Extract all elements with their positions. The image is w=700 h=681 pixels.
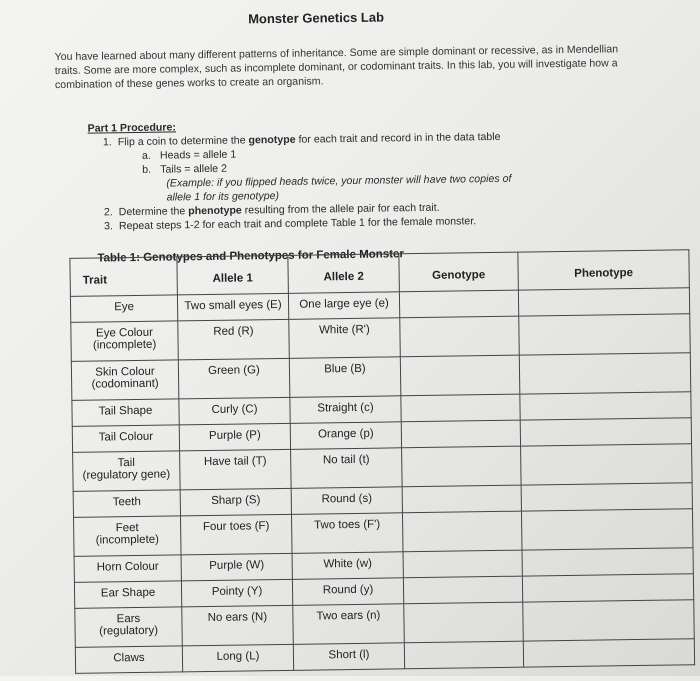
step-text: Flip a coin to determine the genotype for each trait and record in in the data table — [117, 130, 501, 149]
allele-2-cell: White (w) — [292, 552, 403, 580]
procedure-example: (Example: if you flipped heads twice, your monster will have two copies of allele 1 for its genotype) — [166, 172, 512, 204]
phenotype-cell[interactable] — [520, 392, 691, 420]
header-genotype: Genotype — [399, 252, 519, 292]
trait-name: Horn Colour — [96, 560, 159, 574]
genotype-cell[interactable] — [401, 394, 520, 422]
table-caption: Table 1: Genotypes and Phenotypes for Female Monster — [97, 248, 404, 265]
trait-cell — [70, 295, 177, 322]
phenotype-cell[interactable] — [519, 314, 691, 355]
allele-1-cell: Two small eyes (E) — [177, 293, 288, 321]
trait-inheritance-type: (incomplete) — [92, 338, 157, 352]
allele-1-cell: No ears (N) — [182, 605, 294, 646]
header-allele-2: Allele 2 — [288, 254, 400, 294]
trait-name: Eye Colour — [95, 326, 153, 340]
allele-2-cell: Round (y) — [292, 578, 403, 606]
allele-2-cell: Blue (B) — [289, 357, 401, 398]
genotype-cell[interactable] — [402, 485, 521, 513]
keyword-phenotype: phenotype — [188, 204, 242, 218]
allele-1-cell: Purple (W) — [181, 553, 292, 581]
genotype-cell[interactable] — [400, 355, 520, 396]
trait-name: Claws — [113, 651, 145, 665]
allele-1-cell: Four toes (F) — [180, 514, 292, 555]
step-number: 1. — [102, 136, 112, 149]
trait-name: Tail — [117, 457, 135, 470]
trait-cell — [75, 646, 182, 673]
trait-inheritance-type: (regulatory gene) — [82, 468, 171, 482]
header-allele-1: Allele 1 — [177, 255, 289, 295]
genotype-cell[interactable] — [402, 446, 522, 487]
procedure-step-3: 3. Repeat steps 1-2 for each trait and complete Table 1 for the female monster. — [104, 215, 477, 233]
allele-2-cell: Straight (c) — [290, 396, 401, 424]
trait-cell — [72, 399, 179, 426]
trait-name: Ear Shape — [100, 586, 156, 600]
trait-cell — [74, 581, 181, 608]
keyword-genotype: genotype — [248, 133, 296, 147]
trait-name: Skin Colour — [95, 365, 155, 379]
trait-name: Ears — [116, 612, 141, 626]
allele-2-cell: Orange (p) — [290, 422, 401, 450]
page-title: Monster Genetics Lab — [248, 9, 385, 27]
phenotype-cell[interactable] — [521, 509, 693, 550]
allele-1-cell: Curly (C) — [179, 397, 290, 425]
genotype-phenotype-table — [69, 249, 695, 674]
trait-name: Tail Shape — [98, 404, 153, 418]
phenotype-cell[interactable] — [523, 639, 694, 667]
trait-name: Eye — [114, 301, 135, 314]
allele-1-cell: Pointy (Y) — [181, 579, 292, 607]
trait-inheritance-type: (incomplete) — [95, 533, 160, 547]
trait-name: Feet — [115, 521, 139, 535]
header-trait: Trait — [70, 257, 178, 296]
genotype-cell[interactable] — [400, 316, 520, 357]
genotype-cell[interactable] — [404, 641, 523, 669]
genotype-cell[interactable] — [399, 290, 518, 318]
trait-cell — [72, 425, 179, 452]
procedure-heading: Part 1 Procedure: — [87, 121, 176, 135]
header-phenotype: Phenotype — [518, 250, 690, 290]
trait-name: Tail Colour — [98, 430, 154, 444]
phenotype-cell[interactable] — [523, 600, 695, 641]
trait-cell — [73, 451, 181, 491]
trait-cell — [75, 607, 183, 647]
trait-inheritance-type: (codominant) — [91, 377, 159, 391]
intro-paragraph: You have learned about many different patterns of inheritance. Some are simple dominant or recessive, as in Mendellian traits. Some are more complex, such as incomplete dominant, or codominant traits. In this lab, you will investigate how a combination of these genes works to create an organism. — [54, 43, 619, 92]
allele-2-cell: White (R') — [289, 318, 401, 359]
allele-1-cell: Sharp (S) — [180, 488, 291, 516]
trait-cell — [71, 321, 179, 361]
allele-2-cell: Round (s) — [291, 487, 402, 515]
allele-1-cell: Purple (P) — [179, 423, 290, 451]
procedure-step-2: 2. Determine the phenotype resulting from the allele pair for each trait. — [103, 201, 440, 219]
procedure-substep-b: b. Tails = allele 2 — [142, 162, 228, 176]
allele-2-cell: Two ears (n) — [293, 604, 405, 645]
trait-cell — [74, 555, 181, 582]
allele-1-cell: Green (G) — [178, 358, 290, 399]
procedure-section — [87, 114, 609, 233]
trait-cell — [74, 516, 182, 556]
allele-1-cell: Long (L) — [182, 644, 293, 672]
trait-name: Teeth — [112, 495, 141, 509]
trait-inheritance-type: (regulatory) — [99, 624, 159, 638]
genotype-cell[interactable] — [401, 420, 520, 448]
allele-2-cell: Two toes (F') — [291, 513, 403, 554]
phenotype-cell[interactable] — [521, 483, 692, 511]
trait-cell — [73, 490, 180, 517]
allele-1-cell: Have tail (T) — [180, 449, 292, 490]
procedure-substep-a: a. Heads = allele 1 — [141, 148, 237, 162]
phenotype-cell[interactable] — [520, 418, 691, 446]
genotype-cell[interactable] — [403, 576, 522, 604]
phenotype-cell[interactable] — [522, 548, 693, 576]
genotype-cell[interactable] — [404, 602, 524, 643]
phenotype-cell[interactable] — [521, 444, 693, 485]
genotype-cell[interactable] — [402, 511, 522, 552]
allele-1-cell: Red (R) — [178, 319, 290, 360]
allele-2-cell: One large eye (e) — [288, 292, 399, 320]
allele-2-cell: No tail (t) — [291, 448, 403, 489]
genotype-cell[interactable] — [403, 550, 522, 578]
phenotype-cell[interactable] — [518, 288, 689, 316]
trait-cell — [71, 360, 179, 400]
phenotype-cell[interactable] — [522, 574, 693, 602]
phenotype-cell[interactable] — [519, 353, 691, 394]
allele-2-cell: Short (l) — [293, 643, 404, 671]
